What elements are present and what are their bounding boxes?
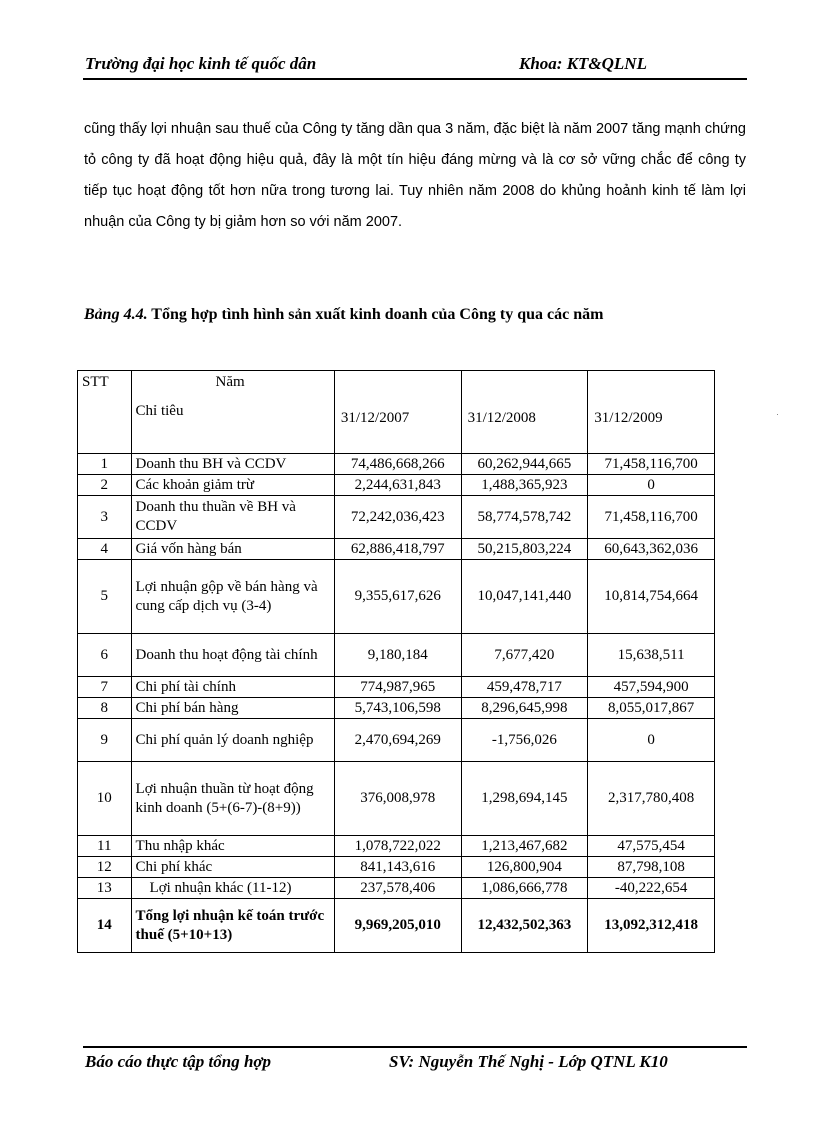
row-item: Doanh thu thuần về BH và CCDV <box>131 496 334 539</box>
row-value-2008: -1,756,026 <box>461 719 588 762</box>
table-row <box>78 719 715 762</box>
table-row <box>78 560 715 634</box>
row-stt: 9 <box>78 719 132 762</box>
table-row <box>78 698 715 719</box>
row-value-2008: 1,298,694,145 <box>461 762 588 836</box>
body-paragraph: cũng thấy lợi nhuận sau thuế của Công ty tăng dần qua 3 năm, đặc biệt là năm 2007 tăng mạnh chứng tỏ công ty đã hoạt động hiệu quả, đây là một tín hiệu đáng mừng và là cơ sở vững chắc để công ty tiếp tục hoạt động tốt hơn nữa trong tương lai. Tuy nhiên năm 2008 do khủng hoảnh kinh tế làm lợi nhuận của Công ty bị giảm hơn so với năm 2007. <box>84 121 746 230</box>
row-item: Doanh thu BH và CCDV <box>131 454 334 475</box>
summary-table <box>77 370 715 953</box>
table-row <box>78 762 715 836</box>
footer-student: SV: Nguyễn Thế Nghị - Lớp QTNL K10 <box>389 1052 668 1071</box>
row-item: Tổng lợi nhuận kế toán trước thuế (5+10+13) <box>131 899 334 953</box>
header-item-label: Chỉ tiêu <box>135 403 184 419</box>
table-row <box>78 539 715 560</box>
row-value-2008: 1,488,365,923 <box>461 475 588 496</box>
row-item: Chi phí bán hàng <box>131 698 334 719</box>
table-caption-label: Bảng 4.4. <box>84 306 148 323</box>
row-value-2008: 126,800,904 <box>461 857 588 878</box>
row-value-2008: 7,677,420 <box>461 634 588 677</box>
header-stt: STT <box>78 371 132 454</box>
header-year-2009: 31/12/2009 <box>588 371 715 454</box>
row-value-2008: 459,478,717 <box>461 677 588 698</box>
row-stt: 13 <box>78 878 132 899</box>
row-value-2008: 1,213,467,682 <box>461 836 588 857</box>
row-stt: 6 <box>78 634 132 677</box>
row-value-2008: 58,774,578,742 <box>461 496 588 539</box>
row-value-2007: 2,244,631,843 <box>334 475 461 496</box>
row-item: Chi phí khác <box>131 857 334 878</box>
row-value-2008: 10,047,141,440 <box>461 560 588 634</box>
row-value-2007: 9,355,617,626 <box>334 560 461 634</box>
row-stt: 2 <box>78 475 132 496</box>
table-row <box>78 857 715 878</box>
row-value-2009: 60,643,362,036 <box>588 539 715 560</box>
row-item: Chi phí tài chính <box>131 677 334 698</box>
table-row <box>78 475 715 496</box>
row-value-2007: 5,743,106,598 <box>334 698 461 719</box>
row-item: Lợi nhuận thuần từ hoạt động kinh doanh (5+(6-7)-(8+9)) <box>131 762 334 836</box>
row-stt: 7 <box>78 677 132 698</box>
table-row <box>78 454 715 475</box>
table-row <box>78 496 715 539</box>
header-year-2008: 31/12/2008 <box>461 371 588 454</box>
row-value-2009: 457,594,900 <box>588 677 715 698</box>
header-year-2007: 31/12/2007 <box>334 371 461 454</box>
row-value-2007: 376,008,978 <box>334 762 461 836</box>
row-value-2009: 8,055,017,867 <box>588 698 715 719</box>
row-value-2009: 13,092,312,418 <box>588 899 715 953</box>
row-stt: 11 <box>78 836 132 857</box>
row-value-2009: 0 <box>588 475 715 496</box>
row-stt: 12 <box>78 857 132 878</box>
row-value-2009: 10,814,754,664 <box>588 560 715 634</box>
row-value-2007: 237,578,406 <box>334 878 461 899</box>
row-value-2009: 15,638,511 <box>588 634 715 677</box>
row-item: Doanh thu hoạt động tài chính <box>131 634 334 677</box>
page-header <box>83 52 747 80</box>
row-value-2007: 2,470,694,269 <box>334 719 461 762</box>
row-value-2007: 72,242,036,423 <box>334 496 461 539</box>
table-header-row <box>78 371 715 454</box>
row-value-2008: 60,262,944,665 <box>461 454 588 475</box>
table-row <box>78 878 715 899</box>
row-item: Lợi nhuận khác (11-12) <box>131 878 334 899</box>
row-value-2009: -40,222,654 <box>588 878 715 899</box>
row-value-2008: 12,432,502,363 <box>461 899 588 953</box>
row-value-2007: 1,078,722,022 <box>334 836 461 857</box>
row-item: Lợi nhuận gộp về bán hàng và cung cấp dịch vụ (3-4) <box>131 560 334 634</box>
row-stt: 4 <box>78 539 132 560</box>
row-value-2007: 9,969,205,010 <box>334 899 461 953</box>
row-stt: 10 <box>78 762 132 836</box>
row-value-2008: 50,215,803,224 <box>461 539 588 560</box>
row-stt: 5 <box>78 560 132 634</box>
table-caption-text: Tổng hợp tình hình sản xuất kinh doanh của Công ty qua các năm <box>147 306 604 323</box>
table-row-total <box>78 899 715 953</box>
row-item: Các khoản giảm trừ <box>131 475 334 496</box>
table-row <box>78 634 715 677</box>
row-value-2007: 841,143,616 <box>334 857 461 878</box>
row-value-2008: 1,086,666,778 <box>461 878 588 899</box>
footer-report-title: Báo cáo thực tập tổng hợp <box>85 1052 272 1071</box>
header-university: Trường đại học kinh tế quốc dân <box>85 54 317 73</box>
row-value-2007: 62,886,418,797 <box>334 539 461 560</box>
table-row <box>78 836 715 857</box>
header-item <box>131 371 334 454</box>
row-stt: 3 <box>78 496 132 539</box>
row-value-2007: 774,987,965 <box>334 677 461 698</box>
row-stt: 1 <box>78 454 132 475</box>
row-value-2008: 8,296,645,998 <box>461 698 588 719</box>
row-value-2007: 74,486,668,266 <box>334 454 461 475</box>
row-value-2009: 87,798,108 <box>588 857 715 878</box>
row-item: Thu nhập khác <box>131 836 334 857</box>
table-caption <box>84 306 603 324</box>
row-item: Giá vốn hàng bán <box>131 539 334 560</box>
row-value-2009: 71,458,116,700 <box>588 496 715 539</box>
row-value-2009: 47,575,454 <box>588 836 715 857</box>
row-stt: 8 <box>78 698 132 719</box>
page-footer <box>83 1046 747 1071</box>
stray-mark <box>777 414 778 415</box>
header-year-label: Năm <box>215 374 245 390</box>
row-item: Chi phí quản lý doanh nghiệp <box>131 719 334 762</box>
header-faculty: Khoa: KT&QLNL <box>519 54 647 73</box>
row-stt: 14 <box>78 899 132 953</box>
table-row <box>78 677 715 698</box>
row-value-2007: 9,180,184 <box>334 634 461 677</box>
row-value-2009: 0 <box>588 719 715 762</box>
row-value-2009: 71,458,116,700 <box>588 454 715 475</box>
row-value-2009: 2,317,780,408 <box>588 762 715 836</box>
